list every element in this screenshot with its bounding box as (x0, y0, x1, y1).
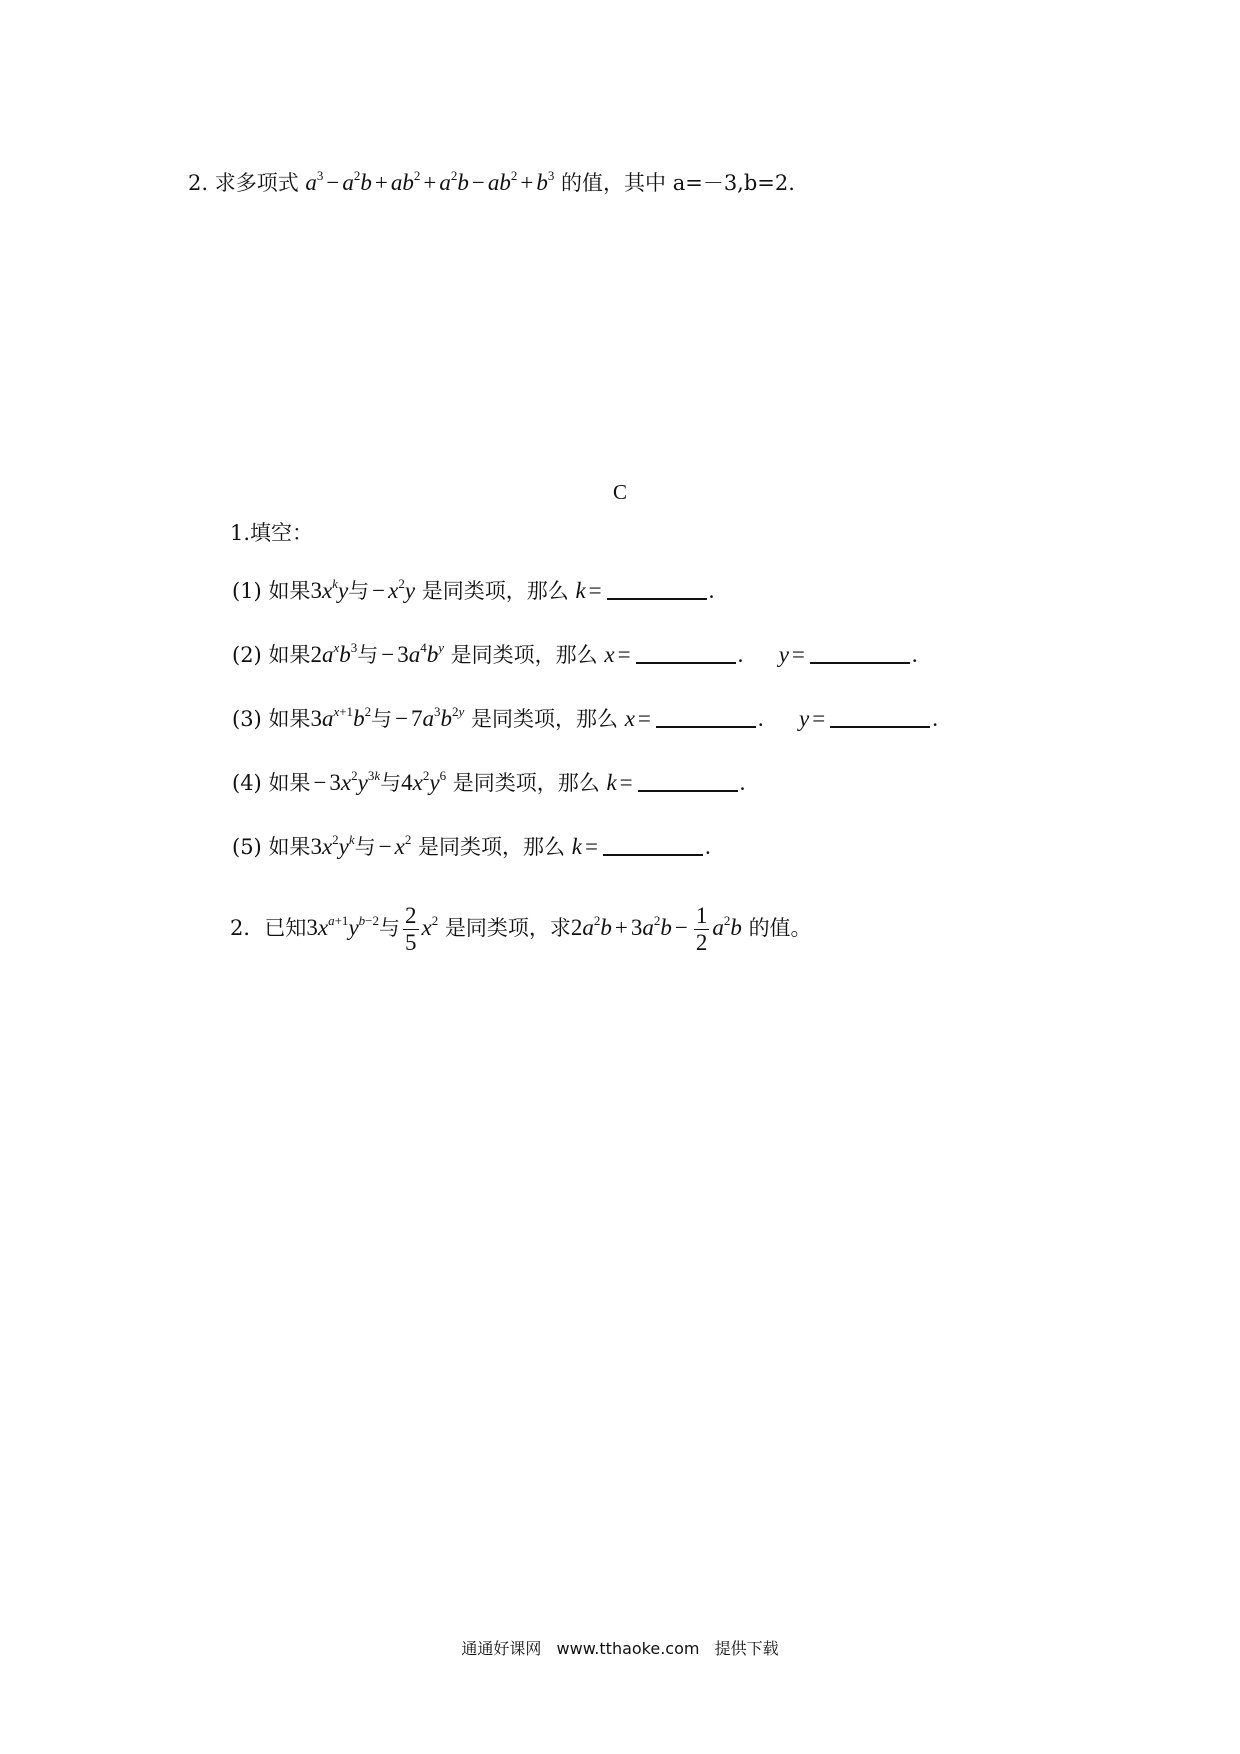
answer-blank-y[interactable] (810, 640, 910, 664)
term-left: $3a^{x+1}b^2$ (310, 704, 372, 731)
item-number: (5) (232, 835, 262, 859)
term-right: − $x^2$ (378, 832, 412, 859)
answer-blank-x[interactable] (656, 704, 756, 728)
answer-blank[interactable] (638, 768, 738, 792)
problem-tail: 的值。 (748, 916, 812, 940)
answer-blank[interactable] (607, 576, 707, 600)
polynomial-expression: $a^3 - a^2b + ab^2 + a^2b - ab^2 + b^3$ (305, 168, 555, 195)
item-same-kind: 是同类项，那么 (452, 771, 600, 795)
target-expression: $2a^2b + 3a^2b$ − $\frac{1}{2}$ $a^2b$ (570, 903, 742, 955)
item-number: (1) (232, 579, 262, 603)
item-conj: 如果 (268, 707, 311, 731)
problem-number: 2. (188, 171, 209, 195)
problem-mid: 是同类项，求 (444, 916, 571, 940)
item-number: (2) (232, 643, 262, 667)
item-with: 与 (380, 771, 402, 795)
term-left: $3x^{a+1}y^{b-2}$ (306, 913, 379, 940)
item-same-kind: 是同类项，那么 (450, 643, 598, 667)
term-right: − $3a^4b^y$ (381, 640, 444, 667)
problem-with: 与 (379, 916, 400, 940)
answer-blank-y[interactable] (830, 704, 930, 728)
problem-c-2 (230, 898, 812, 958)
fill-in-item-3: (3) 如果$3a^{x+1}b^2$与 − $7a^3b^{2y}$ 是同类项，那么 x = . y = . (232, 704, 938, 731)
problem-2 (188, 168, 795, 198)
item-conj: 如果 (268, 771, 311, 795)
term-right: $4x^2y^6$ (401, 768, 447, 795)
item-number: (4) (232, 771, 262, 795)
problem-number: 2．已知 (230, 916, 307, 940)
term-left: $2a^xb^3$ (310, 640, 358, 667)
answer-blank-x[interactable] (636, 640, 736, 664)
item-same-kind: 是同类项，那么 (471, 707, 619, 731)
item-with: 与 (371, 707, 393, 731)
fill-in-item-1: (1) 如果$3x^ky$与 − $x^2y$ 是同类项，那么 k = . (232, 576, 715, 603)
problem-tail: 的值，其中 a=－3,b=2. (561, 171, 795, 195)
item-with: 与 (348, 579, 370, 603)
item-same-kind: 是同类项，那么 (418, 835, 566, 859)
footer (0, 1636, 1240, 1659)
answer-blank[interactable] (603, 832, 703, 856)
footer-suffix: 提供下载 (714, 1639, 779, 1658)
fill-in-item-2: (2) 如果$2a^xb^3$与 − $3a^4b^y$ 是同类项，那么 x = . y = . (232, 640, 918, 667)
fraction-two-fifths: $\frac{2}{5}$ (405, 903, 417, 955)
item-conj: 如果 (268, 835, 311, 859)
term-left: $3x^2y^k$ (310, 832, 355, 859)
footer-brand: 通通好课网 (461, 1639, 542, 1658)
term-right: − $x^2y$ (372, 576, 416, 603)
item-with: 与 (357, 643, 379, 667)
item-number: (3) (232, 707, 262, 731)
item-with: 与 (354, 835, 376, 859)
problem-lead: 求多项式 (214, 171, 299, 195)
term-left: $3x^ky$ (310, 576, 349, 603)
section-label: C (612, 480, 627, 504)
item-conj: 如果 (268, 579, 311, 603)
fraction-one-half: $\frac{1}{2}$ (695, 903, 708, 955)
fill-in-item-4: (4) 如果 − $3x^2y^{3k}$与$4x^2y^6$ 是同类项，那么 k = . (232, 768, 746, 795)
term-left: − $3x^2y^{3k}$ (313, 768, 381, 795)
item-conj: 如果 (268, 643, 311, 667)
item-same-kind: 是同类项，那么 (421, 579, 569, 603)
fill-in-heading: 1.填空： (230, 521, 314, 545)
fill-in-item-5: (5) 如果$3x^2y^k$与 − $x^2$ 是同类项，那么 k = . (232, 832, 711, 859)
footer-url[interactable]: www.tthaoke.com (556, 1639, 700, 1658)
term-right: − $7a^3b^{2y}$ (395, 704, 465, 731)
term-right: $x^2$ (421, 913, 439, 940)
